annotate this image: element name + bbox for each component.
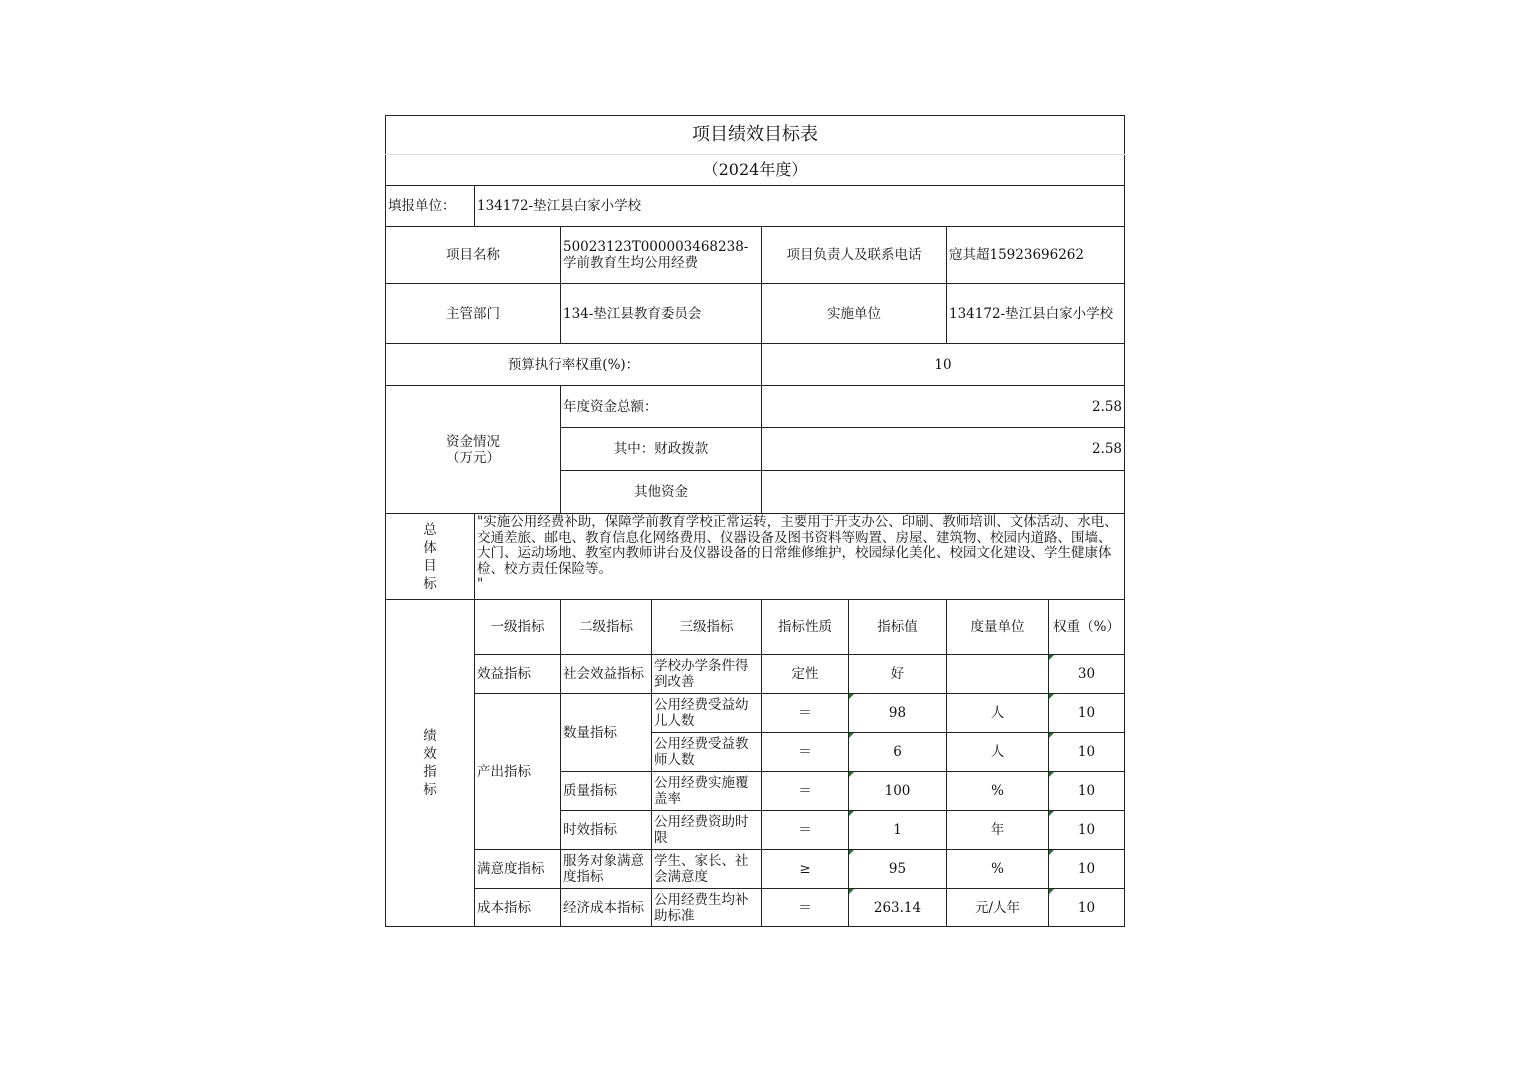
- unit-cell: 人: [947, 694, 1049, 733]
- overall-goal-label-char: 体: [423, 539, 437, 556]
- budget-weight-label: 预算执行率权重(%)：: [386, 344, 762, 386]
- department-label: 主管部门: [386, 284, 561, 344]
- header-weight: 权重（%）: [1049, 600, 1125, 655]
- header-nature: 指标性质: [762, 600, 849, 655]
- contact-label: 项目负责人及联系电话: [762, 227, 947, 284]
- overall-goal-text: [475, 514, 1125, 600]
- overall-goal-text-main: "实施公用经费补助，保障学前教育学校正常运转，主要用于开支办公、印刷、教师培训、文体活动、水电、交通差旅、邮电、教育信息化网络费用、仪器设备及图书资料等购置、房屋、建筑物、校园内道路、围墙、大门、运动场地、教室内教师讲台及仪器设备的日常维修维护，校园绿化美化、校园文化建设、学生健康体检、校方责任保险等。: [477, 514, 1118, 577]
- fiscal-funds-label: 其中：财政拨款: [561, 428, 762, 471]
- project-name-label: 项目名称: [386, 227, 561, 284]
- weight-cell: 10: [1049, 694, 1125, 733]
- value-cell: 6: [849, 733, 947, 772]
- other-funds-value: [762, 471, 1125, 514]
- level3-cell: 学生、家长、社会满意度: [652, 850, 762, 889]
- page-title: 项目绩效目标表: [386, 116, 1125, 155]
- overall-goal-label-char: 总: [423, 521, 437, 538]
- total-funds-value: 2.58: [762, 386, 1125, 428]
- table-row: [386, 889, 1125, 927]
- unit-cell: 元/人年: [947, 889, 1049, 927]
- unit-cell: %: [947, 850, 1049, 889]
- fiscal-year: （2024年度）: [386, 155, 1125, 186]
- level2-cell: 社会效益指标: [561, 655, 652, 694]
- implementing-unit-value: 134172-垫江县白家小学校: [947, 284, 1125, 344]
- indicators-label-char: 绩: [423, 728, 437, 744]
- nature-cell: ＝: [762, 772, 849, 811]
- nature-cell: 定性: [762, 655, 849, 694]
- nature-cell: ＝: [762, 733, 849, 772]
- level1-cell: 成本指标: [475, 889, 561, 927]
- overall-goal-label: [386, 514, 475, 600]
- level2-cell: 时效指标: [561, 811, 652, 850]
- reporting-unit-value: 134172-垫江县白家小学校: [475, 186, 1125, 227]
- indicators-label-char: 指: [423, 764, 437, 780]
- value-cell: 98: [849, 694, 947, 733]
- overall-goal-label-char: 目: [423, 557, 437, 574]
- reporting-unit-label: 填报单位：: [386, 186, 475, 227]
- weight-cell: 10: [1049, 889, 1125, 927]
- nature-cell: ＝: [762, 811, 849, 850]
- contact-value: 寇其超15923696262: [947, 227, 1125, 284]
- header-level1: 一级指标: [475, 600, 561, 655]
- level3-cell: 公用经费受益幼儿人数: [652, 694, 762, 733]
- level1-cell: 效益指标: [475, 655, 561, 694]
- indicators-label: [386, 600, 475, 927]
- level2-cell: 质量指标: [561, 772, 652, 811]
- indicators-label-char: 标: [423, 782, 437, 798]
- implementing-unit-label: 实施单位: [762, 284, 947, 344]
- level2-cell: 经济成本指标: [561, 889, 652, 927]
- level3-cell: 公用经费资助时限: [652, 811, 762, 850]
- funds-label: [386, 386, 561, 514]
- funds-label-line1: 资金情况: [446, 433, 500, 450]
- department-value: 134-垫江县教育委员会: [561, 284, 762, 344]
- unit-cell: 人: [947, 733, 1049, 772]
- level2-cell: 服务对象满意度指标: [561, 850, 652, 889]
- unit-cell: [947, 655, 1049, 694]
- table-row: [386, 850, 1125, 889]
- level3-cell: 学校办学条件得到改善: [652, 655, 762, 694]
- overall-goal-label-char: 标: [423, 575, 437, 592]
- value-cell: 263.14: [849, 889, 947, 927]
- overall-goal-text-tail: ": [477, 576, 484, 592]
- level1-cell: 产出指标: [475, 694, 561, 850]
- performance-target-sheet: [385, 115, 1124, 927]
- value-cell: 95: [849, 850, 947, 889]
- value-cell: 好: [849, 655, 947, 694]
- budget-weight-value: 10: [762, 344, 1125, 386]
- level3-cell: 公用经费受益教师人数: [652, 733, 762, 772]
- level2-cell: 数量指标: [561, 694, 652, 772]
- indicators-label-char: 效: [423, 746, 437, 762]
- header-level2: 二级指标: [561, 600, 652, 655]
- nature-cell: ≥: [762, 850, 849, 889]
- funds-label-line2: （万元）: [446, 449, 500, 466]
- unit-cell: %: [947, 772, 1049, 811]
- value-cell: 1: [849, 811, 947, 850]
- level1-cell: 满意度指标: [475, 850, 561, 889]
- total-funds-label: 年度资金总额：: [561, 386, 762, 428]
- weight-cell: 10: [1049, 733, 1125, 772]
- level3-cell: 公用经费实施覆盖率: [652, 772, 762, 811]
- value-cell: 100: [849, 772, 947, 811]
- header-level3: 三级指标: [652, 600, 762, 655]
- header-value: 指标值: [849, 600, 947, 655]
- table-row: [386, 655, 1125, 694]
- unit-cell: 年: [947, 811, 1049, 850]
- table-row: [386, 694, 1125, 733]
- other-funds-label: 其他资金: [561, 471, 762, 514]
- weight-cell: 10: [1049, 850, 1125, 889]
- level3-cell: 公用经费生均补助标准: [652, 889, 762, 927]
- weight-cell: 10: [1049, 772, 1125, 811]
- weight-cell: 10: [1049, 811, 1125, 850]
- nature-cell: ＝: [762, 694, 849, 733]
- project-name-value: 50023123T000003468238-学前教育生均公用经费: [561, 227, 762, 284]
- weight-cell: 30: [1049, 655, 1125, 694]
- fiscal-funds-value: 2.58: [762, 428, 1125, 471]
- nature-cell: ＝: [762, 889, 849, 927]
- header-unit: 度量单位: [947, 600, 1049, 655]
- performance-target-table: [385, 115, 1125, 927]
